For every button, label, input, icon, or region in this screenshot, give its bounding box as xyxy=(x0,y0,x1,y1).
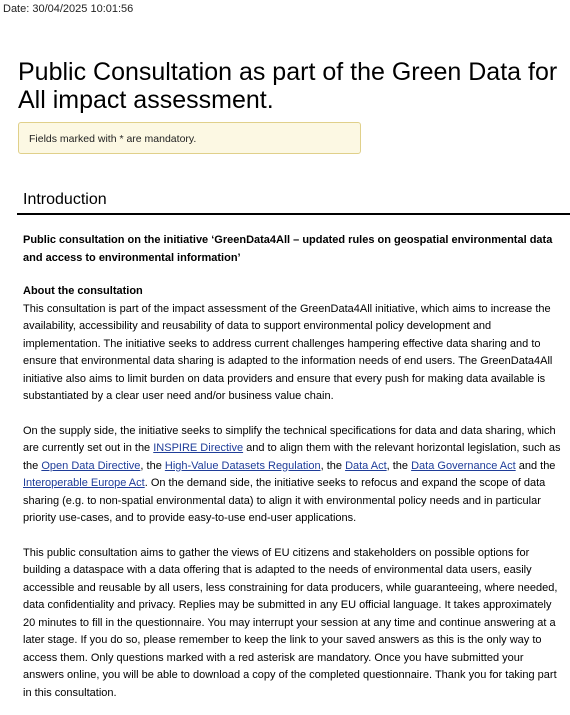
paragraph-3: This public consultation aims to gather the views of EU citizens and stakeholders on possible options for building a dataspace with a data offering that is adapted to the needs of environmental data users, easily accessible and reusable by all users, less constraining for data producers, while guaranteeing, where needed, data confidentiality and privacy. Replies may be submitted in any EU official language. It takes approximately 20 minutes to fill in the questionnaire. You may interrupt your session at any time and continue answering at a later stage. If you do so, please remember to keep the link to your saved answers as this is the only way to access them. Only questions marked with a red asterisk are mandatory. Once you have submitted your answers online, you will be able to download a copy of the completed questionnaire. Thank you for taking part in this consultation. xyxy=(23,546,558,699)
print-date: Date: 30/04/2025 10:01:56 xyxy=(3,3,134,15)
p2-text: On the supply side, the initiative seeks to simplify the technical specifications for data and data sharing, which are currently set out in the xyxy=(23,424,556,454)
section-title: Introduction xyxy=(23,191,107,208)
paragraph-2 xyxy=(23,423,565,528)
data-governance-act-link[interactable]: Data Governance Act xyxy=(411,459,516,472)
page-title: Public Consultation as part of the Green Data for All impact assessment. xyxy=(18,58,558,114)
mandatory-fields-notice xyxy=(18,122,361,154)
high-value-datasets-regulation-link[interactable]: High-Value Datasets Regulation xyxy=(164,459,321,472)
p2-text: and the xyxy=(515,459,556,472)
inspire-directive-link[interactable]: INSPIRE Directive xyxy=(153,442,244,454)
p2-text: , the xyxy=(386,459,412,472)
interoperable-europe-act-link[interactable]: Interoperable Europe Act xyxy=(23,477,145,489)
consultation-lead: Public consultation on the initiative ‘GreenData4All – updated rules on geospatial environmental data and access to environmental information’ xyxy=(23,234,553,264)
p2-text: , the xyxy=(320,459,346,472)
section-divider xyxy=(17,213,570,215)
about-heading: About the consultation xyxy=(23,285,143,297)
p2-text: . On the demand side, the initiative seeks to refocus and expand the scope of data sharing (e.g. to non-spatial environmental data) to align it with environmental policy needs and in particular priority use-cases, and to provide easy-to-use end-user applications. xyxy=(23,477,546,524)
notice-text: Fields marked with * are mandatory. xyxy=(29,133,197,145)
section-content xyxy=(23,232,565,702)
data-act-link[interactable]: Data Act xyxy=(345,459,387,472)
p2-text: and to align them with the relevant horizontal legislation, such as the xyxy=(23,442,561,472)
p2-text: , the xyxy=(140,459,165,472)
open-data-directive-link[interactable]: Open Data Directive xyxy=(41,459,141,472)
paragraph-1: This consultation is part of the impact assessment of the GreenData4All initiative, which aims to increase the availability, accessibility and reusability of data to support environmental policy development and implementation. The initiative seeks to address current challenges hampering effective data sharing and to ensure that environmental data sharing is adapted to the information needs of end users. The GreenData4All initiative also aims to limit burden on data providers and ensure that every push for making data available is substantiated by a clear user need and/or business value chain. xyxy=(23,302,553,402)
